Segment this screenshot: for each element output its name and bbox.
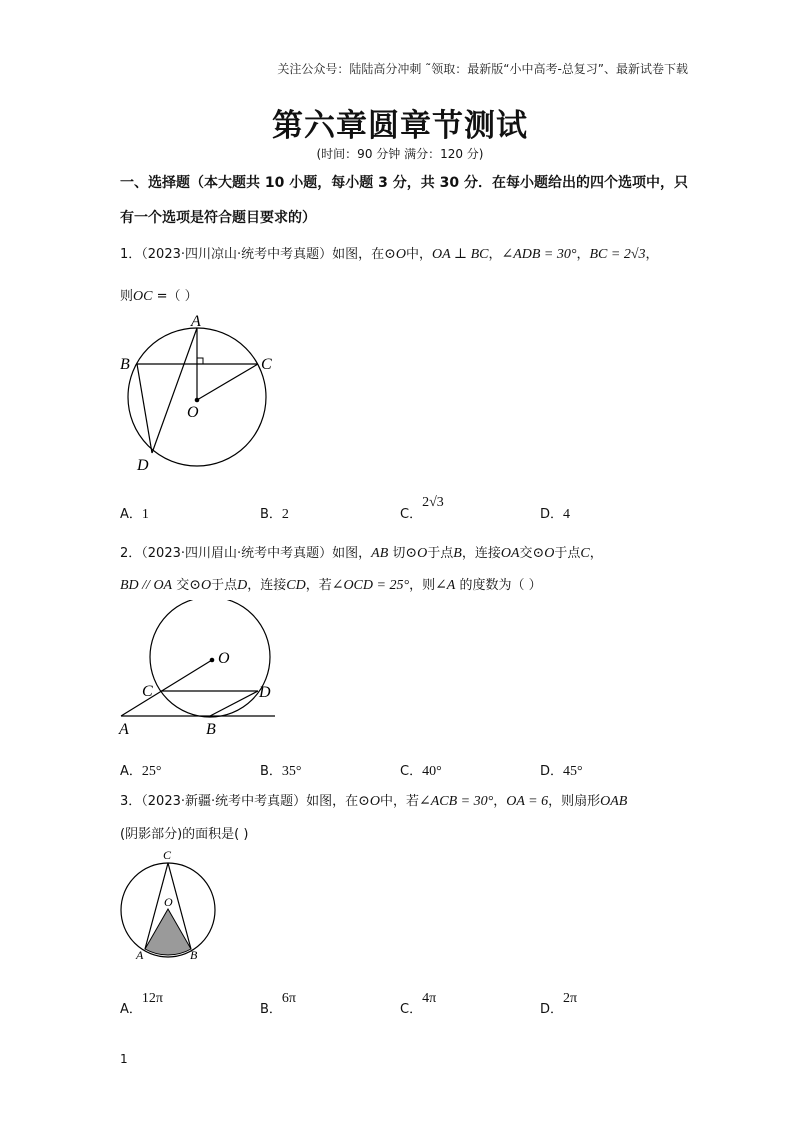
- q2-option-a-value: 25°: [141, 764, 162, 779]
- q2-ab: AB: [371, 546, 389, 561]
- q2-angle-a: ∠A: [435, 578, 456, 593]
- q2-text-2e: ，则: [409, 578, 436, 593]
- q1-option-c-value: 2√3: [422, 495, 444, 510]
- q3-option-d-value: 2π: [563, 991, 578, 1006]
- q2-text-1d: ，连接: [461, 546, 501, 561]
- q3-text-1b: 中，若: [379, 794, 419, 809]
- q3-option-b[interactable]: [260, 991, 296, 1018]
- q1-sep1: ，: [488, 247, 502, 262]
- q2-option-d[interactable]: [540, 760, 583, 780]
- q2-text-2b: 于点: [211, 578, 238, 593]
- q2-label-b: B: [206, 721, 216, 738]
- q1-option-d[interactable]: [540, 503, 570, 523]
- q2-bdoa: BD // OA: [120, 578, 173, 593]
- q3-text-1c: ，: [493, 794, 507, 809]
- q1-cond2: ∠ADB = 30°: [501, 247, 577, 262]
- q2-label-o: O: [218, 650, 230, 667]
- q2-option-b-value: 35°: [281, 764, 302, 779]
- q3-acb: ∠ACB = 30°: [419, 794, 494, 809]
- q3-option-b-value: 6π: [281, 991, 296, 1006]
- q1-oc: OC: [133, 289, 153, 304]
- header-note: 关注公众号：陆陆高分冲刺 ˜领取：最新版“小中高考-总复习”、最新试卷下载: [277, 62, 688, 76]
- q3-text-1d: ，则扇形: [548, 794, 601, 809]
- q1-option-c-letter: C．: [400, 507, 423, 522]
- q1-label-b: B: [120, 356, 130, 373]
- q3-circle: ⊙O: [358, 794, 380, 809]
- q3-oab: OAB: [600, 794, 628, 809]
- q3-option-d[interactable]: [540, 991, 578, 1018]
- q2-ocd: ∠OCD = 25°: [331, 578, 410, 593]
- q2-option-c[interactable]: [400, 760, 442, 780]
- q3-option-a[interactable]: [120, 991, 163, 1018]
- q3-figure: [112, 846, 222, 964]
- q3-option-a-letter: A．: [120, 1002, 142, 1017]
- q3-option-c-value: 4π: [422, 991, 437, 1006]
- q1-label-o: O: [187, 404, 199, 421]
- q2-d: D: [237, 578, 248, 593]
- q1-line2a: 则: [120, 289, 134, 304]
- q2-text-2a: 交: [172, 578, 190, 593]
- page-subtitle: (时间：90 分钟 满分：120 分): [316, 147, 484, 161]
- q2-text-1g: ，: [589, 546, 603, 561]
- q1-option-a-letter: A．: [120, 507, 142, 522]
- q3-label-o: O: [164, 895, 173, 909]
- q3-option-b-letter: B．: [260, 1002, 282, 1017]
- q2-option-d-value: 45°: [563, 764, 583, 779]
- page-title: 第六章圆章节测试: [272, 108, 528, 144]
- section-heading-line2: 有一个选项是符合题目要求的）: [120, 210, 316, 226]
- q3-line2: (阴影部分)的面积是( ): [120, 827, 249, 842]
- q2-c: C: [580, 546, 590, 561]
- q2-option-a-letter: A．: [120, 764, 142, 779]
- q2-text-2f: 的度数为（ ）: [455, 578, 542, 593]
- q1-option-b-value: 2: [281, 507, 289, 522]
- q2-option-c-letter: C．: [400, 764, 423, 779]
- q1-mid: 中，: [405, 247, 432, 262]
- q3-number: 3．: [120, 794, 142, 809]
- q1-option-c[interactable]: [400, 495, 444, 523]
- q1-option-b-letter: B．: [260, 507, 282, 522]
- q2-option-b[interactable]: [260, 760, 302, 780]
- q1-end: ，: [645, 247, 659, 262]
- q2-text-2c: ，连接: [247, 578, 287, 593]
- q2-label-a: A: [119, 721, 129, 738]
- q3-label-b: B: [190, 948, 198, 962]
- q2-option-a[interactable]: [120, 760, 162, 780]
- q1-sep2: ，: [576, 247, 590, 262]
- q2-text-1c: 于点: [427, 546, 454, 561]
- q2-cd: CD: [286, 578, 306, 593]
- page-number: 1: [120, 1052, 128, 1066]
- q2-circle2: ⊙O: [532, 546, 555, 561]
- q3-option-c[interactable]: [400, 991, 437, 1018]
- q2-circle3: ⊙O: [189, 578, 212, 593]
- q2-text-1e: 交: [519, 546, 533, 561]
- q2-oa: OA: [500, 546, 520, 561]
- q1-option-a-value: 1: [141, 507, 149, 522]
- q2-option-c-value: 40°: [422, 764, 442, 779]
- q2-option-d-letter: D．: [540, 764, 564, 779]
- q1-option-b[interactable]: [260, 503, 289, 523]
- q2-figure: [115, 600, 285, 740]
- q3-line1: [120, 790, 627, 810]
- q1-line2b: =（ ）: [152, 289, 198, 304]
- q2-text-1b: 切: [388, 546, 406, 561]
- q1-circle: ⊙O: [384, 247, 406, 262]
- q3-option-d-letter: D．: [540, 1002, 564, 1017]
- q2-b: B: [453, 546, 462, 561]
- q1-source: （2023·四川凉山·统考中考真题）如图，在: [141, 247, 385, 262]
- q1-option-d-letter: D．: [540, 507, 564, 522]
- q2-line1: [120, 542, 603, 562]
- q2-option-b-letter: B．: [260, 764, 282, 779]
- q2-text-1f: 于点: [554, 546, 581, 561]
- q2-circle1: ⊙O: [405, 546, 428, 561]
- q1-figure: [115, 310, 285, 480]
- q1-label-a: A: [191, 313, 201, 330]
- section-heading-line1: 一、选择题（本大题共 10 小题，每小题 3 分，共 30 分．在每小题给出的四个选项中，只: [120, 175, 688, 191]
- q1-cond3: BC = 2√3: [589, 247, 646, 262]
- q1-cond1: OA ⊥ BC: [432, 247, 489, 262]
- q2-text-1a: （2023·四川眉山·统考中考真题）如图，: [141, 546, 372, 561]
- q1-line2: [120, 285, 198, 305]
- q1-label-c: C: [261, 356, 272, 373]
- q1-number: 1．: [120, 247, 142, 262]
- q1-line1: [120, 243, 659, 263]
- q3-oa: OA = 6: [506, 794, 549, 809]
- q3-text-1a: （2023·新疆·统考中考真题）如图，在: [141, 794, 359, 809]
- q2-label-c: C: [142, 683, 153, 700]
- q3-option-a-value: 12π: [141, 991, 163, 1006]
- q2-text-2d: ，若: [305, 578, 332, 593]
- q3-label-c: C: [163, 848, 172, 862]
- q2-line2: [120, 574, 542, 594]
- q2-label-d: D: [259, 684, 271, 701]
- q1-label-d: D: [137, 457, 149, 474]
- q1-option-d-value: 4: [563, 507, 571, 522]
- q2-number: 2．: [120, 546, 142, 561]
- q1-option-a[interactable]: [120, 503, 149, 523]
- q3-label-a: A: [136, 948, 144, 962]
- q3-option-c-letter: C．: [400, 1002, 423, 1017]
